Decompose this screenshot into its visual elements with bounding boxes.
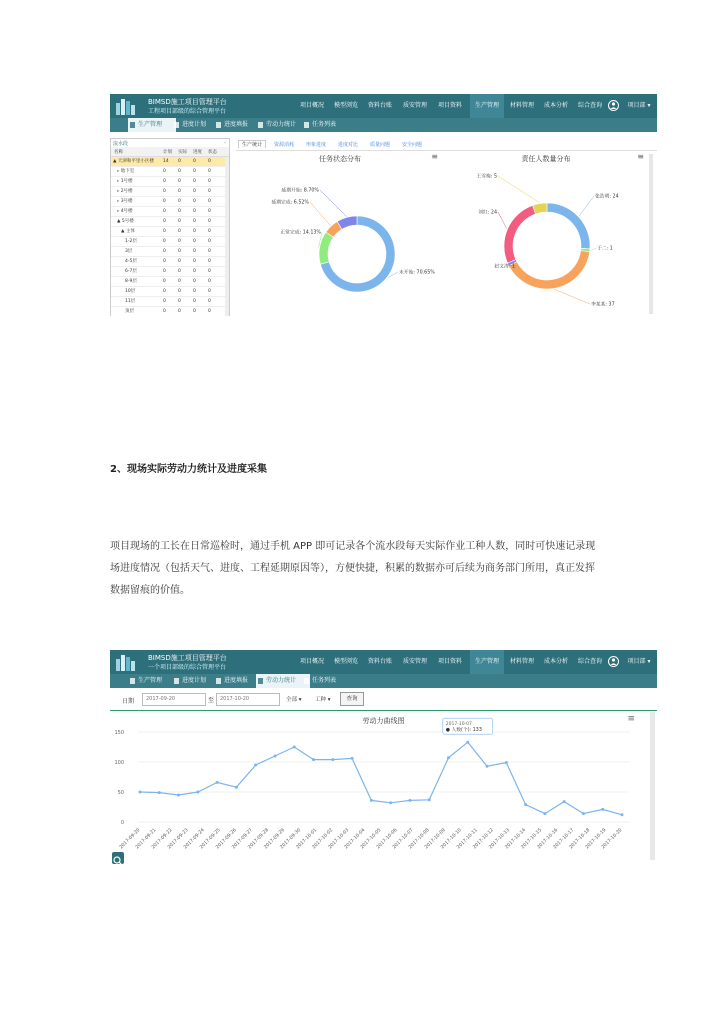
x-tick-label: 2017-10-14 (504, 827, 528, 851)
nav-item-active[interactable]: 生产管理 (470, 650, 504, 674)
subtab[interactable]: 进度计划 (172, 118, 220, 132)
tree-cell: 0 (178, 309, 181, 314)
subtab[interactable]: 进度填报 (214, 674, 264, 688)
tree-cell: ▹ 2号楼 (117, 189, 133, 194)
select-value: 全部 (286, 697, 298, 703)
x-tick-label: 2017-10-18 (568, 827, 592, 851)
tree-row[interactable] (111, 157, 229, 167)
tree-cell: 0 (208, 289, 211, 294)
tree-cell: 0 (208, 239, 211, 244)
flow-section-tree (110, 138, 230, 316)
data-point[interactable] (254, 764, 257, 767)
column-header: 实际 (178, 150, 187, 155)
nav-item[interactable]: 资料台账 (367, 102, 392, 109)
tree-cell: 0 (193, 179, 196, 184)
tree-cell: 0 (178, 159, 181, 164)
nav-item[interactable]: 综合查询 (577, 102, 602, 109)
filter-bar (110, 688, 657, 711)
x-tick-label: 2017-09-21 (135, 827, 158, 851)
subtab-active[interactable]: 劳动力统计 (256, 674, 310, 688)
x-tick-label: 2017-09-20 (118, 827, 142, 851)
chart-menu-icon[interactable]: ≡ (637, 152, 644, 161)
data-label: 正常完成: 14.13% (280, 230, 321, 236)
tree-row[interactable] (111, 237, 229, 247)
connector-line (310, 202, 330, 226)
paragraph-line: 场进度情况（包括天气、进度、工程延期原因等），方便快捷，积累的数据亦可后续为商务部门所用，真正发挥 (110, 563, 595, 574)
x-tick-label: 2017-10-09 (424, 827, 447, 851)
x-tick-label: 2017-09-28 (247, 827, 270, 851)
tree-cell: 0 (163, 199, 166, 204)
tree-cell: 0 (208, 299, 211, 304)
tree-cell: 0 (193, 309, 196, 314)
tree-cell: 0 (163, 269, 166, 274)
tree-cell: 14 (163, 159, 169, 164)
connector-line (579, 196, 594, 216)
tree-cell: 1-2层 (125, 239, 137, 244)
nav-item[interactable]: 项目概况 (299, 658, 324, 665)
app-logo-icon (114, 97, 142, 115)
app-header (110, 650, 657, 674)
x-tick-label: 2017-10-12 (472, 827, 495, 851)
user-icon[interactable] (608, 656, 619, 667)
tree-cell: ▹ 4号楼 (117, 209, 133, 214)
screenshot-production-stats (110, 94, 657, 316)
nav-item[interactable]: 项目概况 (299, 102, 324, 109)
tree-cell: 0 (178, 219, 181, 224)
x-tick-label: 2017-10-13 (488, 827, 511, 851)
tree-cell: 0 (178, 279, 181, 284)
chart-tooltip (443, 718, 493, 734)
chart-title: 任务状态分布 (319, 155, 361, 163)
tab[interactable]: 质量问题 (370, 142, 391, 148)
series-line (140, 742, 622, 815)
tree-cell: 0 (178, 289, 181, 294)
chart-title: 责任人数量分布 (521, 155, 571, 163)
data-point[interactable] (563, 800, 566, 803)
nav-item[interactable]: 成本分析 (543, 658, 568, 665)
content-tabs (236, 138, 657, 151)
tree-cell: 0 (163, 179, 166, 184)
pie-chart-svg (446, 152, 646, 316)
tree-cell: 0 (208, 179, 211, 184)
user-name: 项目部 (627, 658, 646, 665)
tab[interactable]: 进度对比 (338, 142, 359, 148)
x-tick-label: 2017-10-11 (456, 827, 479, 851)
tree-header: 流水段 (113, 141, 129, 147)
data-point[interactable] (524, 803, 527, 806)
tree-cell: 0 (193, 219, 196, 224)
tree-row[interactable] (111, 207, 229, 217)
tooltip-value: ● 人数(个): 133 (445, 728, 482, 734)
data-point[interactable] (312, 758, 315, 761)
chart-title: 劳动力曲线图 (362, 717, 405, 725)
paragraph-line: 数据留痕的价值。 (110, 585, 190, 596)
tree-cell: 0 (163, 279, 166, 284)
data-label: 李某某: 37 (591, 302, 615, 308)
tree-cell: 0 (178, 299, 181, 304)
column-header: 进度 (193, 150, 202, 155)
tree-cell: 0 (163, 229, 166, 234)
y-tick-label: 0 (120, 820, 124, 826)
tree-cell: 0 (163, 219, 166, 224)
column-header: 计划 (163, 150, 172, 155)
pie-slice-李某某[interactable] (509, 251, 590, 289)
tree-cell: ▹ 1号楼 (117, 179, 133, 184)
tree-cell: ▹ 3号楼 (117, 199, 133, 204)
tree-cell: 0 (193, 169, 196, 174)
tree-cell: 0 (208, 269, 211, 274)
tree-cell: 0 (178, 199, 181, 204)
column-header: 状态 (208, 150, 217, 155)
tree-cell: 0 (163, 259, 166, 264)
tree-cell: 0 (163, 209, 166, 214)
chart-menu-icon[interactable]: ≡ (627, 714, 635, 724)
tree-row[interactable] (111, 197, 229, 207)
subtab[interactable]: 任务列表 (302, 118, 352, 132)
data-label: 延期开始: 8.70% (281, 188, 319, 194)
tree-cell: 0 (208, 199, 211, 204)
tree-cell: 3层 (125, 249, 133, 254)
tree-row[interactable] (111, 177, 229, 187)
tree-cell: 0 (208, 159, 211, 164)
tree-cell: 0 (193, 199, 196, 204)
worktype-select[interactable]: 工种 ▾ (315, 697, 331, 703)
x-tick-label: 2017-10-15 (520, 827, 544, 851)
tree-row[interactable] (111, 267, 229, 277)
tree-cell: 0 (193, 279, 196, 284)
x-tick-label: 2017-10-19 (584, 827, 608, 851)
flow-section-select[interactable]: 全部 ▾ (286, 697, 302, 703)
x-tick-label: 2017-09-24 (183, 827, 206, 851)
y-tick-label: 100 (114, 760, 124, 766)
connector-line (498, 176, 540, 203)
data-label: 未开始: 70.65% (399, 270, 435, 276)
tree-cell: ▲ 天津和平里小区楼 (113, 159, 154, 164)
x-tick-label: 2017-09-27 (231, 827, 254, 851)
tree-cell: 0 (193, 189, 196, 194)
tree-cell: 11层 (125, 299, 136, 304)
app-logo-icon (114, 653, 142, 671)
data-point[interactable] (273, 755, 276, 758)
x-tick-label: 2017-10-20 (600, 827, 624, 851)
x-tick-label: 2017-09-29 (263, 827, 287, 851)
tree-cell: 0 (178, 249, 181, 254)
data-label: 延期完成: 6.52% (271, 200, 309, 206)
tree-row[interactable] (111, 217, 229, 227)
tab[interactable]: 形象进度 (306, 142, 327, 148)
nav-item[interactable]: 项目资料 (437, 658, 462, 665)
tree-cell: 0 (193, 259, 196, 264)
tree-cell: 0 (178, 209, 181, 214)
tree-cell: 0 (178, 239, 181, 244)
data-point[interactable] (428, 798, 431, 801)
tooltip-date: 2017-10-07 (445, 722, 472, 728)
data-point[interactable] (331, 758, 334, 761)
subtab[interactable]: 劳动力统计 (256, 118, 310, 132)
nav-item[interactable]: 质安管理 (402, 102, 427, 109)
nav-item[interactable]: 综合查询 (577, 658, 602, 665)
data-point[interactable] (505, 761, 508, 764)
nav-item[interactable]: 质安管理 (402, 658, 427, 665)
x-tick-label: 2017-10-06 (376, 827, 399, 851)
scrollbar[interactable] (225, 157, 229, 316)
data-point[interactable] (582, 812, 585, 815)
tab-active[interactable]: 生产统计 (238, 140, 266, 148)
data-point[interactable] (466, 741, 469, 744)
tree-cell: 0 (193, 249, 196, 254)
data-label: 于二: 1 (597, 246, 613, 252)
filter-label: 日期 (122, 698, 135, 705)
tree-cell: 0 (163, 249, 166, 254)
brand-subtitle: 一个项目部级的综合管理平台 (148, 664, 227, 671)
sub-navigation (110, 118, 657, 132)
tree-row[interactable] (111, 247, 229, 257)
nav-item[interactable]: 材料管理 (509, 102, 534, 109)
x-tick-label: 2017-10-04 (343, 827, 367, 851)
x-tick-label: 2017-10-01 (295, 827, 319, 851)
tree-cell: 8-9层 (125, 279, 137, 284)
task-status-chart (240, 152, 440, 316)
x-tick-label: 2017-10-02 (311, 827, 335, 851)
tree-column-header (111, 147, 229, 157)
tree-cell: 0 (208, 229, 211, 234)
tree-cell: 0 (193, 239, 196, 244)
nav-item[interactable]: 成本分析 (543, 102, 568, 109)
tree-cell: 0 (193, 159, 196, 164)
data-point[interactable] (601, 808, 604, 811)
tree-cell: ▹ 地下室 (117, 169, 135, 174)
connector-line (554, 289, 590, 304)
tree-cell: 0 (208, 169, 211, 174)
user-menu[interactable]: 项目部 ▾ (627, 102, 651, 109)
nav-item[interactable]: 资料台账 (367, 658, 392, 665)
search-icon[interactable] (112, 852, 124, 864)
x-tick-label: 2017-09-23 (167, 827, 190, 851)
line-chart-svg (110, 712, 650, 864)
user-menu[interactable]: 项目部 ▾ (627, 658, 651, 665)
pie-slice-王雪梅[interactable] (533, 203, 547, 214)
tree-cell: 0 (178, 179, 181, 184)
data-point[interactable] (139, 791, 142, 794)
query-button[interactable]: 查询 (340, 692, 364, 706)
subtab[interactable]: 任务列表 (302, 674, 352, 688)
x-tick-label: 2017-10-03 (327, 827, 351, 851)
tree-cell: 0 (163, 239, 166, 244)
x-tick-label: 2017-10-10 (440, 827, 463, 851)
data-point[interactable] (293, 746, 296, 749)
tree-row[interactable] (111, 167, 229, 177)
tree-row[interactable] (111, 307, 229, 316)
tree-cell: ▲ 5号楼 (117, 219, 134, 224)
section-heading: 2、现场实际劳动力统计及进度采集 (110, 464, 267, 475)
tab[interactable]: 资源消耗 (274, 142, 295, 148)
x-tick-label: 2017-09-26 (215, 827, 238, 851)
tree-cell: 0 (208, 249, 211, 254)
x-tick-label: 2017-10-17 (552, 827, 576, 851)
data-point[interactable] (216, 781, 219, 784)
data-point[interactable] (196, 791, 199, 794)
brand-title: BIMSD施工项目管理平台 (148, 98, 227, 106)
tree-cell: 0 (208, 219, 211, 224)
pie-slice-刘红[interactable] (504, 205, 536, 263)
brand-subtitle: 工程项目部级的综合管理平台 (148, 108, 227, 115)
data-point[interactable] (351, 757, 354, 760)
data-point[interactable] (158, 791, 161, 794)
nav-item[interactable]: 模型浏览 (333, 658, 358, 665)
data-point[interactable] (177, 794, 180, 797)
data-point[interactable] (389, 801, 392, 804)
x-tick-label: 2017-10-07 (392, 827, 415, 851)
x-tick-label: 2017-10-16 (536, 827, 560, 851)
tree-cell: 0 (208, 189, 211, 194)
paragraph-line: 项目现场的工长在日常巡检时，通过手机 APP 即可记录各个流水段每天实际作业工种人数，同时可快速记录现 (110, 541, 596, 552)
tree-cell: 0 (178, 229, 181, 234)
data-label: 赵文涛: 1 (494, 264, 515, 270)
subtab-active[interactable]: 生产管理 (128, 118, 176, 132)
tree-cell: 0 (178, 169, 181, 174)
user-name: 项目部 (627, 102, 646, 109)
tree-cell: 0 (178, 189, 181, 194)
connector-line (591, 248, 596, 250)
nav-item[interactable]: 材料管理 (509, 658, 534, 665)
labor-chart (110, 712, 657, 864)
select-value: 工种 (315, 697, 327, 703)
data-label: 刘红: 24 (478, 210, 497, 216)
tree-cell: 0 (193, 269, 196, 274)
nav-item-active[interactable]: 生产管理 (470, 94, 504, 118)
y-tick-label: 150 (114, 730, 124, 736)
nav-item[interactable]: 项目资料 (437, 102, 462, 109)
x-tick-label: 2017-10-08 (408, 827, 431, 851)
subtab[interactable]: 生产管理 (128, 674, 176, 688)
scrollbar[interactable] (649, 154, 653, 314)
tree-cell: 0 (208, 279, 211, 284)
y-tick-label: 50 (117, 790, 124, 796)
tree-cell: 0 (163, 309, 166, 314)
nav-item[interactable]: 模型浏览 (333, 102, 358, 109)
subtab[interactable]: 进度计划 (172, 674, 220, 688)
date-to-input[interactable] (216, 693, 280, 706)
data-point[interactable] (621, 813, 624, 816)
data-point[interactable] (486, 765, 489, 768)
data-point[interactable] (543, 812, 546, 815)
data-point[interactable] (447, 756, 450, 759)
data-point[interactable] (408, 799, 411, 802)
tree-cell: 0 (208, 309, 211, 314)
date-separator: 至 (208, 697, 215, 704)
collapse-icon[interactable]: ‹ (224, 140, 226, 146)
chart-menu-icon[interactable]: ≡ (431, 152, 438, 161)
date-from-input[interactable] (142, 693, 206, 706)
brand-title: BIMSD施工项目管理平台 (148, 654, 227, 662)
x-tick-label: 2017-10-05 (359, 827, 383, 851)
tree-cell: 0 (208, 209, 211, 214)
pie-chart-svg (240, 152, 440, 316)
app-header (110, 94, 657, 118)
tree-cell: 0 (163, 299, 166, 304)
data-point[interactable] (370, 799, 373, 802)
tree-cell: 0 (178, 259, 181, 264)
tree-row[interactable] (111, 297, 229, 307)
screenshot-labor-stats (110, 650, 657, 864)
tree-cell: 0 (178, 269, 181, 274)
tree-row[interactable] (111, 187, 229, 197)
tree-cell: 6-7层 (125, 269, 137, 274)
tree-row[interactable] (111, 287, 229, 297)
date-from-value: 2017-09-20 (146, 696, 176, 702)
x-tick-label: 2017-09-22 (151, 827, 174, 851)
connector-line (320, 190, 346, 216)
tree-cell: ▲ 主体 (121, 229, 135, 234)
tree-row[interactable] (111, 277, 229, 287)
tree-cell: 10层 (125, 289, 136, 294)
data-label: 张浩明: 24 (595, 194, 619, 200)
tree-row[interactable] (111, 227, 229, 237)
x-tick-label: 2017-09-30 (279, 827, 303, 851)
subtab[interactable]: 进度填报 (214, 118, 264, 132)
owner-count-chart (446, 152, 646, 316)
column-header: 名称 (114, 150, 123, 155)
x-tick-label: 2017-09-25 (199, 827, 222, 851)
tree-cell: 顶层 (125, 309, 134, 314)
tree-cell: 4-5层 (125, 259, 137, 264)
tree-cell: 0 (163, 289, 166, 294)
data-point[interactable] (235, 786, 238, 789)
tree-cell: 0 (193, 299, 196, 304)
date-to-value: 2017-10-20 (220, 696, 250, 702)
sub-navigation (110, 674, 657, 688)
tree-row[interactable] (111, 257, 229, 267)
user-icon[interactable] (608, 100, 619, 111)
scrollbar[interactable] (650, 712, 655, 860)
tree-cell: 0 (193, 289, 196, 294)
tree-cell: 0 (163, 169, 166, 174)
tree-cell: 0 (193, 209, 196, 214)
connector-line (498, 212, 507, 228)
tree-cell: 0 (163, 189, 166, 194)
tree-cell: 0 (193, 229, 196, 234)
tab[interactable]: 安全问题 (402, 142, 423, 148)
tree-cell: 0 (208, 259, 211, 264)
data-label: 王雪梅: 5 (476, 174, 497, 180)
